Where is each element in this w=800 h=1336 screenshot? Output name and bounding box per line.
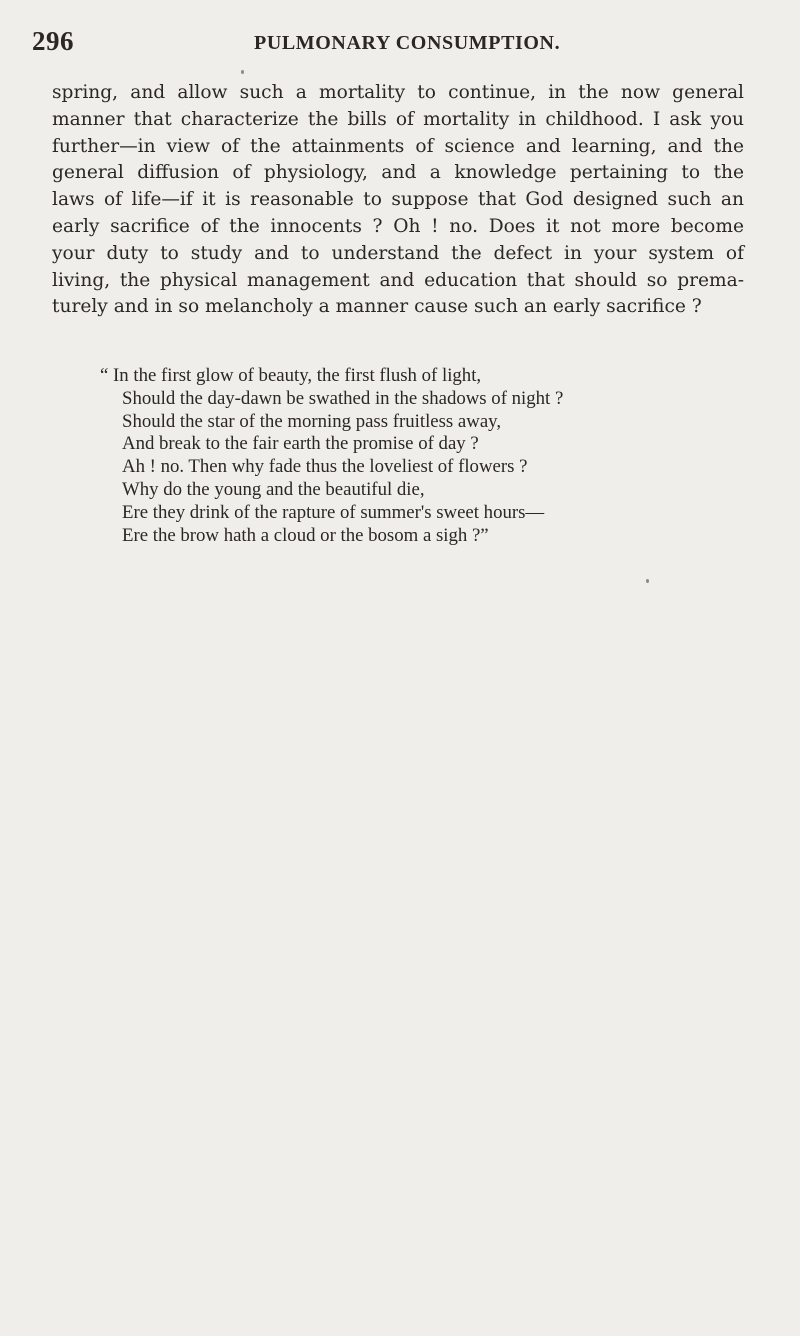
body-line: early sacrifice of the innocents ? Oh ! no. Does it not more become <box>52 215 744 237</box>
poem-line: Should the star of the morning pass fruitless away, <box>122 410 502 432</box>
poem-line: “ In the first glow of beauty, the first flush of light, <box>100 365 482 386</box>
body-line: further—in view of the attainments of science and learning, and the <box>52 135 744 157</box>
running-title: PULMONARY CONSUMPTION. <box>254 32 561 54</box>
body-paragraph <box>52 80 744 321</box>
poem-line: Ah ! no. Then why fade thus the loveliest of flowers ? <box>122 456 528 478</box>
poem-line: Why do the young and the beautiful die, <box>122 478 425 500</box>
body-line: your duty to study and to understand the defect in your system of <box>52 242 744 264</box>
poem-line: Should the day-dawn be swathed in the shadows of night ? <box>122 387 564 409</box>
paper-speck <box>241 70 244 74</box>
body-line: laws of life—if it is reasonable to suppose that God designed such an <box>52 189 744 211</box>
poem-line: Ere the brow hath a cloud or the bosom a sigh ?” <box>122 524 489 546</box>
body-line: living, the physical management and education that should so prema- <box>52 269 744 291</box>
body-line: spring, and allow such a mortality to continue, in the now general <box>52 82 744 103</box>
poem-quotation <box>100 365 750 547</box>
paper-speck <box>646 579 649 583</box>
body-line: turely and in so melancholy a manner cause such an early sacrifice ? <box>52 296 702 318</box>
body-line: general diffusion of physiology, and a knowledge pertaining to the <box>52 162 744 184</box>
running-head <box>30 24 774 64</box>
body-line: manner that characterize the bills of mortality in childhood. I ask you <box>52 108 744 130</box>
poem-line: And break to the fair earth the promise of day ? <box>122 433 479 455</box>
page-number: 296 <box>32 26 74 56</box>
poem-line: Ere they drink of the rapture of summer's sweet hours— <box>122 501 545 523</box>
